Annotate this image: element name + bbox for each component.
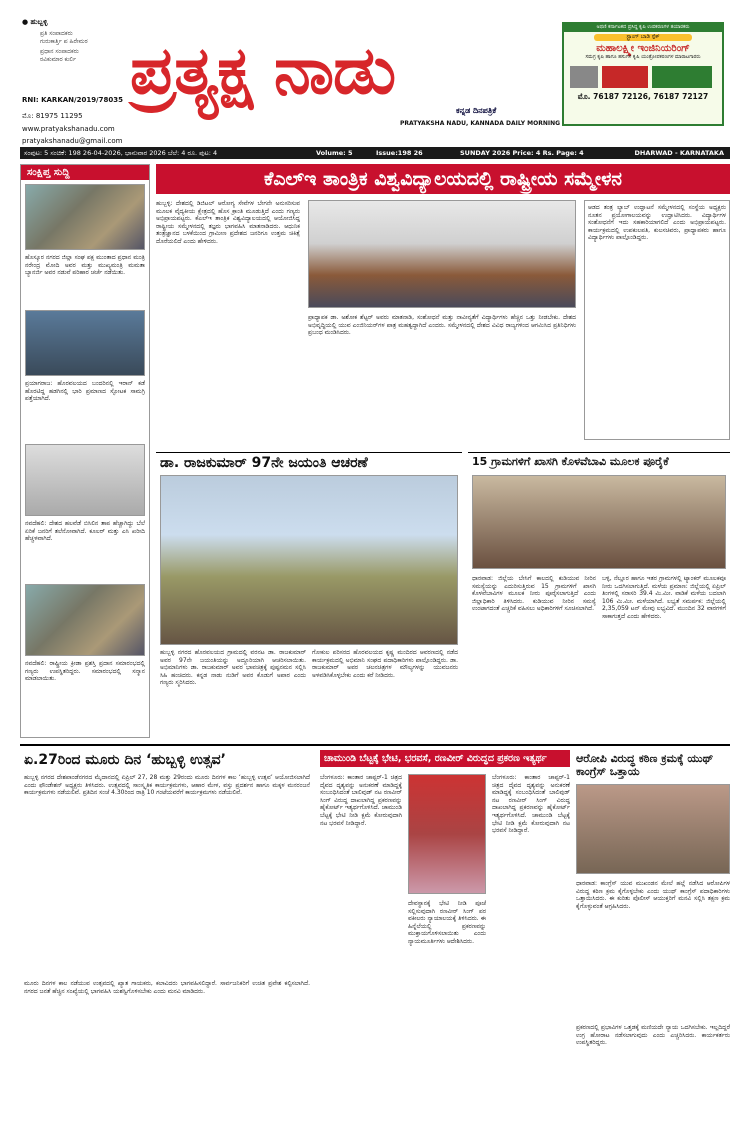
email-link[interactable]: pratyakshanadu@gmail.com bbox=[22, 137, 123, 145]
congress-headline: ಆರೋಪಿ ವಿರುದ್ಧ ಕಠಿಣ ಕ್ರಮಕ್ಕೆ ಯುಥ್ ಕಾಂಗ್ರೆಸ್ ಒತ್ತಾಯ bbox=[576, 752, 714, 778]
dateline-bar bbox=[20, 147, 730, 159]
ad-name: ಮಹಾಲಕ್ಷ್ಮೀ ಇಂಜಿನಿಯರಿಂಗ್ bbox=[596, 43, 690, 54]
dateline-day: SUNDAY 2026 Price: 4 Rs. Page: 4 bbox=[460, 149, 584, 157]
congress-story bbox=[576, 750, 730, 1130]
sidebar-item-2: ಪ್ರಯಾಗರಾಜ: ಹೊರವಲಯದ ಬಂದರಿನಲ್ಲಿ ಇರಾನ್ ಕಡೆ ಹೊರಟಿದ್ದ ಹಡಗಿನಲ್ಲಿ ಭಾರಿ ಪ್ರಮಾಣದ ಸ್ಫೋಟಕ ಸಾಮಗ್ರಿ ಪತ್ತೆಯಾಗಿದೆ. bbox=[25, 380, 145, 403]
ad-sub: ಸ್ಟ್ರಾಂಗ್ ಬಾಡಿ ಸ್ಪೆಕ್ bbox=[594, 34, 692, 42]
utsav-story bbox=[20, 750, 314, 1130]
website-link[interactable]: www.pratyakshanadu.com bbox=[22, 125, 115, 133]
rajkumar-story bbox=[156, 452, 462, 738]
rni-number: RNI: KARKAN/2019/78035 bbox=[22, 96, 123, 104]
sidebar bbox=[20, 164, 150, 738]
editor-credit-2: ಗುರುಕಾರ್ತ್ತಿ ಪ ಹಿರೇಮಠ bbox=[40, 38, 88, 45]
lead-headline: ಕೆಎಲ್ಇ ತಾಂತ್ರಿಕ ವಿಶ್ವವಿದ್ಯಾಲಯದಲ್ಲಿ ರಾಷ್ಟ್ರೀಯ ಸಮ್ಮೇಳನ bbox=[156, 164, 730, 194]
ranveer-body-2: ದೇವಸ್ಥಾನಕ್ಕೆ ಭೇಟಿ ನೀಡಿ ಪೂಜೆ ಸಲ್ಲಿಸುವುದಾಗಿ ರಣವೀರ್ ಸಿಂಗ್ ಪರ ವಕೀಲರು ನ್ಯಾಯಾಲಯಕ್ಕೆ ತಿಳಿಸಿದರು. ಈ ಹಿನ್ನೆಲೆಯಲ್ಲಿ ಪ್ರಕರಣವನ್ನು ಮುಕ್ತಾಯಗೊಳಿಸಲಾಯಿತು ಎಂದು ನ್ಯಾಯಮೂರ್ತಿಗಳು ಆದೇಶಿಸಿದರು. bbox=[408, 900, 486, 945]
sidebar-photo-2 bbox=[25, 310, 145, 376]
water-body-2: ಬಳ್ಳಿ, ನೆಲ್ಲೂರ ಹಾಗೂ ಇತರ ಗ್ರಾಮಗಳಲ್ಲಿ ಟ್ಯಾಂಕರ್ ಮೂಲಕವೂ ನೀರು ಒದಗಿಸಲಾಗುತ್ತಿದೆ. ಮಳೆಯ ಪ್ರಮಾಣ: ಜಿಲ್ಲೆಯಲ್ಲಿ ಏಪ್ರಿಲ್ ತಿಂಗಳಲ್ಲಿ ಸರಾಸರಿ 39.4 ಮಿ.ಮೀ. ವಾಡಿಕೆ ಮಳೆಯ ಬದಲಾಗಿ 106 ಮಿ.ಮೀ. ಮಳೆಯಾಗಿದೆ. ಲಭ್ಯತೆ ಸಮರ್ಪಕ: ಜಿಲ್ಲೆಯಲ್ಲಿ 2,35,059 ಟನ್ ಮೇವು ಲಭ್ಯವಿದೆ. ಮುಂದಿನ 32 ವಾರಗಳಿಗೆ ಸಾಕಾಗುತ್ತದೆ ಎಂದು ಹೇಳಿದರು. bbox=[602, 575, 726, 620]
water-photo bbox=[472, 475, 726, 569]
sidebar-item-3: ನವದೆಹಲಿ: ದೇಶದ ಹಲವೆಡೆ ಬಿಸಿಲಿನ ತಾಪ ಹೆಚ್ಚಾಗಿದ್ದು ಬೆಲೆ ಏರಿಕೆ ಜನರಿಗೆ ತಲೆನೋವಾಗಿದೆ. ಕೂಲರ್ ಮತ್ತು ಎಸಿ ಖರೀದಿ ಹೆಚ್ಚಳವಾಗಿದೆ. bbox=[25, 520, 145, 543]
lead-body-2: ಪ್ರಾಧ್ಯಾಪಕ ಡಾ. ಅಶೋಕ ಶೆಟ್ಟರ್ ಅವರು ಮಾತನಾಡಿ, ಸಂಶೋಧನೆ ಮತ್ತು ನಾವೀನ್ಯತೆಗೆ ವಿದ್ಯಾರ್ಥಿಗಳು ಹೆಚ್ಚಿನ ಒತ್ತು ನೀಡಬೇಕು. ದೇಶದ ಅಭಿವೃದ್ಧಿಯಲ್ಲಿ ಯುವ ಎಂಜಿನಿಯರ್‌ಗಳ ಪಾತ್ರ ಮಹತ್ವದ್ದಾಗಿದೆ ಎಂದರು. ಸಮ್ಮೇಳನದಲ್ಲಿ ದೇಶದ ವಿವಿಧ ರಾಜ್ಯಗಳಿಂದ ಆಗಮಿಸಿದ ಪ್ರತಿನಿಧಿಗಳು ಪ್ರಬಂಧ ಮಂಡಿಸಿದರು. bbox=[308, 314, 576, 337]
dateline-issue: Issue:198 26 bbox=[376, 149, 423, 157]
lead-photo bbox=[308, 200, 576, 308]
tagline-english: PRATYAKSHA NADU, KANNADA DAILY MORNING bbox=[400, 120, 561, 127]
utsav-body-2: ಮೂರು ದಿನಗಳ ಕಾಲ ನಡೆಯುವ ಉತ್ಸವದಲ್ಲಿ ಖ್ಯಾತ ಗಾಯಕರು, ಕಲಾವಿದರು ಭಾಗವಹಿಸಲಿದ್ದಾರೆ. ಸಾರ್ವಜನಿಕರಿಗೆ ಉಚಿತ ಪ್ರವೇಶ ಕಲ್ಪಿಸಲಾಗಿದೆ. ನಗರದ ಜನತೆ ಹೆಚ್ಚಿನ ಸಂಖ್ಯೆಯಲ್ಲಿ ಭಾಗವಹಿಸಿ ಯಶಸ್ವಿಗೊಳಿಸಬೇಕು ಎಂದು ಮನವಿ ಮಾಡಿದರು. bbox=[24, 980, 310, 995]
section-divider bbox=[20, 744, 730, 746]
masthead bbox=[0, 0, 750, 145]
editor-credit-3: ಪ್ರಧಾನ ಸಂಪಾದಕರು bbox=[40, 48, 79, 55]
dateline-volume: Volume: 5 bbox=[316, 149, 353, 157]
ad-phone: ಮೊ. 76187 72126, 76187 72127 bbox=[577, 91, 709, 101]
lead-body: ಹುಬ್ಬಳ್ಳಿ: ದೇಶದಲ್ಲಿ ಡಿಜಿಟಲ್ ಆರೋಗ್ಯ ಸೇವೆಗಳ ಬೇಗನೇ ಅನುಸರಿಸುವ ಮೂಲಕ ವೈದ್ಯಕೀಯ ಕ್ಷೇತ್ರದಲ್ಲಿ ಹೊಸ ಕ್ರಾಂತಿ ಮೂಡುತ್ತಿದೆ ಎಂದು ಗಣ್ಯರು ಅಭಿಪ್ರಾಯಪಟ್ಟರು. ಕೆಎಲ್ಇ ತಾಂತ್ರಿಕ ವಿಶ್ವವಿದ್ಯಾಲಯದಲ್ಲಿ ಆಯೋಜಿಸಿದ್ದ ರಾಷ್ಟ್ರೀಯ ಸಮ್ಮೇಳನದಲ್ಲಿ ತಜ್ಞರು ಭಾಗವಹಿಸಿ ಮಾತನಾಡಿದರು. ಆಧುನಿಕ ತಂತ್ರಜ್ಞಾನದ ಬಳಕೆಯಿಂದ ಗ್ರಾಮೀಣ ಪ್ರದೇಶದ ಜನರಿಗೂ ಉತ್ತಮ ಚಿಕಿತ್ಸೆ ದೊರೆಯಲಿದೆ ಎಂದು ಹೇಳಿದರು. bbox=[156, 200, 300, 245]
sidebar-title: ಸಂಕ್ಷಿಪ್ತ ಸುದ್ದಿ bbox=[21, 165, 149, 180]
dateline-kannada: ಸಂಪುಟ: 5 ಸಂಚಿಕೆ: 198 26-04-2026, ಭಾನುವಾರ 2026 ಬೆಲೆ: 4 ರೂ. ಪುಟ: 4 bbox=[24, 149, 218, 157]
editor-credit-4: ರವಿಕುಮಾರ ಕುರ್ಲಿ bbox=[40, 56, 77, 63]
rajkumar-body: ಹುಬ್ಬಳ್ಳಿ ನಗರದ ಹೊರವಲಯದ ಗ್ರಾಮದಲ್ಲಿ ವರನಟ ಡಾ. ರಾಜಕುಮಾರ್ ಅವರ 97ನೇ ಜಯಂತಿಯನ್ನು ಅದ್ದೂರಿಯಾಗಿ ಆಚರಿಸಲಾಯಿತು. ಅಭಿಮಾನಿಗಳು ಡಾ. ರಾಜಕುಮಾರ್ ಅವರ ಭಾವಚಿತ್ರಕ್ಕೆ ಪುಷ್ಪನಮನ ಸಲ್ಲಿಸಿ ಸಿಹಿ ಹಂಚಿದರು. ಕನ್ನಡ ನಾಡು ನುಡಿಗೆ ಅವರ ಕೊಡುಗೆ ಅಪಾರ ಎಂದು ಗಣ್ಯರು ಸ್ಮರಿಸಿದರು. bbox=[160, 649, 306, 687]
tagline-kannada: ಕನ್ನಡ ದಿನಪತ್ರಿಕೆ bbox=[456, 106, 497, 115]
newspaper-title: ಪ್ರತ್ಯಕ್ಷ ನಾಡು bbox=[130, 31, 396, 109]
ad-top: ಅಥಣಿ ಕರ್ನಾಟಕದ ಪ್ರಸಿದ್ಧ ಕೃಷಿ ಉಪಕರಣಗಳ ತಯಾರಕರು bbox=[564, 24, 722, 32]
ad-machines bbox=[570, 66, 716, 88]
rajkumar-photo bbox=[160, 475, 458, 645]
sidebar-item-4: ನವದೆಹಲಿ: ರಾಷ್ಟ್ರೀಯ ಕ್ರೀಡಾ ಪ್ರಶಸ್ತಿ ಪ್ರದಾನ ಸಮಾರಂಭದಲ್ಲಿ ಗಣ್ಯರು ಉಪಸ್ಥಿತರಿದ್ದರು. ಸಮಾರಂಭದಲ್ಲಿ ಸನ್ಮಾನ ಮಾಡಲಾಯಿತು. bbox=[25, 660, 145, 683]
location-label: ● ಹುಬ್ಬಳ್ಳಿ bbox=[22, 18, 48, 26]
sidebar-photo-3 bbox=[25, 444, 145, 516]
rajkumar-body-2: ಗೋಕುಲ ಪರಿಸರದ ಹೊರವಲಯದ ಕೃಷ್ಣ ಮಂದಿರದ ಆವರಣದಲ್ಲಿ ನಡೆದ ಕಾರ್ಯಕ್ರಮದಲ್ಲಿ ಅಭಿಮಾನಿ ಸಂಘದ ಪದಾಧಿಕಾರಿಗಳು ಪಾಲ್ಗೊಂಡಿದ್ದರು. ಡಾ. ರಾಜಕುಮಾರ್ ಅವರ ಚಲನಚಿತ್ರಗಳ ಮೌಲ್ಯಗಳನ್ನು ಯುವಜನರು ಅಳವಡಿಸಿಕೊಳ್ಳಬೇಕು ಎಂದು ಕರೆ ನೀಡಿದರು. bbox=[312, 649, 458, 679]
mobile-number: ಮೊ: 81975 11295 bbox=[22, 112, 83, 120]
dateline-place: DHARWAD - KARNATAKA bbox=[634, 149, 724, 157]
lead-side-box: ಆಡದ ತಂತ್ರ ಲ್ಯಾಬ್ ಉದ್ಘಾಟನೆ ಸಮ್ಮೇಳನದಲ್ಲಿ ಸಂಸ್ಥೆಯ ಅಧ್ಯಕ್ಷರು ನೂತನ ಪ್ರಯೋಗಾಲಯವನ್ನು ಉದ್ಘಾಟಿಸಿದರು. ವಿದ್ಯಾರ್ಥಿಗಳ ಸಂಶೋಧನೆಗೆ ಇದು ಸಹಕಾರಿಯಾಗಲಿದೆ ಎಂದು ಅಭಿಪ್ರಾಯಪಟ್ಟರು. ಕಾರ್ಯಕ್ರಮದಲ್ಲಿ ಉಪಕುಲಪತಿ, ಕುಲಸಚಿವರು, ಪ್ರಾಧ್ಯಾಪಕರು ಹಾಗೂ ವಿದ್ಯಾರ್ಥಿಗಳು ಪಾಲ್ಗೊಂಡಿದ್ದರು. bbox=[584, 200, 730, 440]
ranveer-photo bbox=[408, 774, 486, 894]
water-headline: 15 ಗ್ರಾಮಗಳಿಗೆ ಖಾಸಗಿ ಕೊಳವೆಬಾವಿ ಮೂಲಕ ಪೂರೈಕೆ bbox=[472, 455, 669, 468]
ranveer-story bbox=[320, 750, 570, 1130]
ranveer-body-3: ಬೆಂಗಳೂರು: ಕಾಂತಾರ ಚಾಪ್ಟರ್-1 ಚಿತ್ರದ ದೈವದ ದೃಶ್ಯವನ್ನು ಅನುಕರಣೆ ಮಾಡಿದ್ದಕ್ಕೆ ಸಂಬಂಧಿಸಿದಂತೆ ಬಾಲಿವುಡ್ ನಟ ರಣವೀರ್ ಸಿಂಗ್ ವಿರುದ್ಧ ದಾಖಲಾಗಿದ್ದ ಪ್ರಕರಣವನ್ನು ಹೈಕೋರ್ಟ್ ಇತ್ಯರ್ಥಗೊಳಿಸಿದೆ. ಚಾಮುಂಡಿ ಬೆಟ್ಟಕ್ಕೆ ಭೇಟಿ ನೀಡಿ ಕ್ಷಮೆ ಕೋರುವುದಾಗಿ ನಟ ಭರವಸೆ ನೀಡಿದ್ದಾರೆ. bbox=[492, 774, 570, 835]
sidebar-item-1: ಹೊಸ್ಕೂರ ನಗರದ ಜಿಲ್ಲಾ ಸಂಘ ಪಕ್ಷ ಮುಂತಾದ ಪ್ರಧಾನ ಮಂತ್ರಿ ನರೇಂದ್ರ ಮೋದಿ ಅವರ ಮತ್ತು ಮುಖ್ಯಮಂತ್ರಿ ಮಮತಾ ಬ್ಯಾನರ್ಜಿ ಅವರ ನಡುವೆ ಪರಿಹಾರ ಚರ್ಚೆ ನಡೆಯಿತು. bbox=[25, 254, 145, 277]
ad-box[interactable] bbox=[562, 22, 724, 126]
sidebar-photo-1 bbox=[25, 184, 145, 250]
ranveer-body: ಬೆಂಗಳೂರು: ಕಾಂತಾರ ಚಾಪ್ಟರ್-1 ಚಿತ್ರದ ದೈವದ ದೃಶ್ಯವನ್ನು ಅನುಕರಣೆ ಮಾಡಿದ್ದಕ್ಕೆ ಸಂಬಂಧಿಸಿದಂತೆ ಬಾಲಿವುಡ್ ನಟ ರಣವೀರ್ ಸಿಂಗ್ ವಿರುದ್ಧ ದಾಖಲಾಗಿದ್ದ ಪ್ರಕರಣವನ್ನು ಹೈಕೋರ್ಟ್ ಇತ್ಯರ್ಥಗೊಳಿಸಿದೆ. ಚಾಮುಂಡಿ ಬೆಟ್ಟಕ್ಕೆ ಭೇಟಿ ನೀಡಿ ಕ್ಷಮೆ ಕೋರುವುದಾಗಿ ನಟ ಭರವಸೆ ನೀಡಿದ್ದಾರೆ. bbox=[320, 774, 402, 827]
utsav-body: ಹುಬ್ಬಳ್ಳಿ ನಗರದ ದೇಶಪಾಂಡೆನಗರದ ಮೈದಾನದಲ್ಲಿ ಏಪ್ರಿಲ್ 27, 28 ಮತ್ತು 29ರಂದು ಮೂರು ದಿನಗಳ ಕಾಲ ‘ಹುಬ್ಬಳ್ಳಿ ಉತ್ಸವ’ ಆಯೋಜಿಸಲಾಗಿದೆ ಎಂದು ಫೌಂಡೇಶನ್ ಅಧ್ಯಕ್ಷರು ತಿಳಿಸಿದರು. ಉತ್ಸವದಲ್ಲಿ ಸಾಂಸ್ಕೃತಿಕ ಕಾರ್ಯಕ್ರಮಗಳು, ಆಹಾರ ಮೇಳ, ವಸ್ತು ಪ್ರದರ್ಶನ ಹಾಗೂ ಮಕ್ಕಳ ಮನರಂಜನೆ ಕಾರ್ಯಕ್ರಮಗಳು ನಡೆಯಲಿವೆ. ಪ್ರತಿದಿನ ಸಂಜೆ 4.30ರಿಂದ ರಾತ್ರಿ 10 ಗಂಟೆಯವರೆಗೆ ಕಾರ್ಯಕ್ರಮಗಳು ನಡೆಯಲಿವೆ. bbox=[24, 774, 310, 797]
congress-body-2: ಪ್ರಕರಣದಲ್ಲಿ ಪ್ರಭಾವಿಗಳ ಒತ್ತಡಕ್ಕೆ ಮಣಿಯದೇ ನ್ಯಾಯ ಒದಗಿಸಬೇಕು. ಇಲ್ಲದಿದ್ದರೆ ಉಗ್ರ ಹೋರಾಟ ನಡೆಸಲಾಗುವುದು ಎಂದು ಎಚ್ಚರಿಸಿದರು. ಕಾರ್ಯಕರ್ತರು ಉಪಸ್ಥಿತರಿದ್ದರು. bbox=[576, 1024, 730, 1047]
utsav-headline: ಏ.27ರಿಂದ ಮೂರು ದಿನ ‘ಹುಬ್ಬಳ್ಳಿ ಉತ್ಸವ’ bbox=[24, 752, 226, 768]
sidebar-photo-4 bbox=[25, 584, 145, 656]
editor-credit-1: ಪ್ರತಿ ಸಂಪಾದಕರು bbox=[40, 30, 73, 37]
lead-story bbox=[156, 164, 730, 446]
ranveer-headline: ಚಾಮುಂಡಿ ಬೆಟ್ಟಕ್ಕೆ ಭೇಟಿ, ಭರವಸೆ, ರಣವೀರ್ ವಿರುದ್ಧದ ಪ್ರಕರಣ ಇತ್ಯರ್ಥ bbox=[320, 750, 570, 767]
water-story bbox=[468, 452, 730, 738]
ad-desc: ಸಮಗ್ರ ಕೃಷಿ ಹಾಗೂ ಹಸುಗಳ ಕೃಷಿ ಯಂತ್ರೋಪಕರಣಗಳ ಮಾರಾಟಗಾರರು bbox=[585, 54, 701, 60]
congress-photo bbox=[576, 784, 730, 874]
rajkumar-headline: ಡಾ. ರಾಜಕುಮಾರ್ 97ನೇ ಜಯಂತಿ ಆಚರಣೆ bbox=[160, 455, 368, 471]
water-body: ಧಾರವಾಡ: ಜಿಲ್ಲೆಯ ಬೇಸಿಗೆ ಕಾಲದಲ್ಲಿ ಕುಡಿಯುವ ನೀರಿನ ಸಮಸ್ಯೆಯನ್ನು ಎದುರಿಸುತ್ತಿರುವ 15 ಗ್ರಾಮಗಳಿಗೆ ಖಾಸಗಿ ಕೊಳವೆಬಾವಿಗಳ ಮೂಲಕ ನೀರು ಪೂರೈಸಲಾಗುತ್ತಿದೆ ಎಂದು ಜಿಲ್ಲಾಧಿಕಾರಿ ತಿಳಿಸಿದರು. ಕುಡಿಯುವ ನೀರಿನ ಸಮಸ್ಯೆ ಉಂಟಾಗದಂತೆ ಎಚ್ಚರಿಕೆ ವಹಿಸಲು ಅಧಿಕಾರಿಗಳಿಗೆ ಸೂಚಿಸಲಾಗಿದೆ. bbox=[472, 575, 596, 613]
congress-body: ಧಾರವಾಡ: ಕಾಂಗ್ರೆಸ್ ಯುವ ಮುಖಂಡನ ಮೇಲೆ ಹಲ್ಲೆ ನಡೆಸಿದ ಆರೋಪಿಗಳ ವಿರುದ್ಧ ಕಠಿಣ ಕ್ರಮ ಕೈಗೊಳ್ಳಬೇಕು ಎಂದು ಯುಥ್ ಕಾಂಗ್ರೆಸ್ ಪದಾಧಿಕಾರಿಗಳು ಒತ್ತಾಯಿಸಿದರು. ಈ ಕುರಿತು ಪೊಲೀಸ್ ಆಯುಕ್ತರಿಗೆ ಮನವಿ ಸಲ್ಲಿಸಿ ತಕ್ಷಣ ಕ್ರಮ ಕೈಗೊಳ್ಳುವಂತೆ ಆಗ್ರಹಿಸಿದರು. bbox=[576, 880, 730, 910]
